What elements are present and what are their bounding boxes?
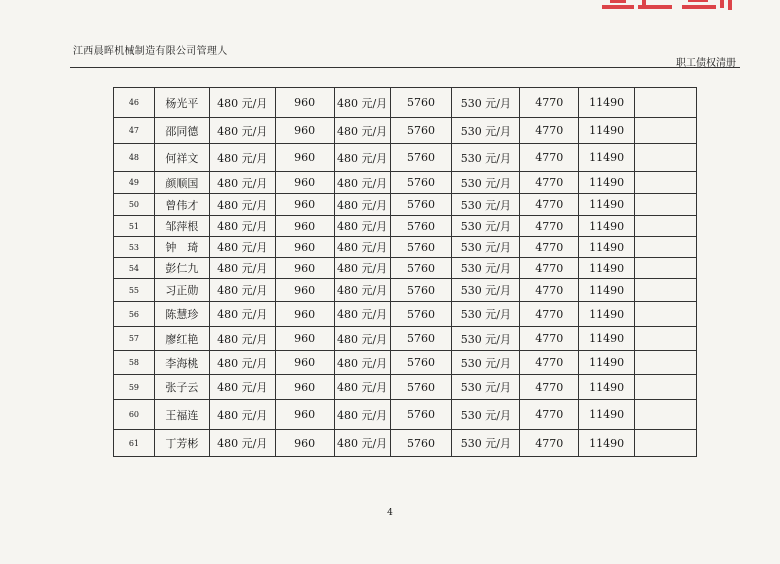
row-number-cell: 46	[114, 88, 155, 118]
amount-b-cell: 5760	[390, 216, 452, 237]
table-row	[114, 400, 697, 430]
total-amount-cell: 11490	[579, 375, 635, 400]
compensation-standard-cell: 530 元/月	[452, 216, 520, 237]
amount-c-cell: 4770	[520, 118, 579, 144]
amount-a-cell: 960	[275, 194, 334, 216]
employee-name-cell: 何祥文	[154, 144, 209, 172]
row-number-cell: 57	[114, 327, 155, 351]
wage-standard-cell: 480 元/月	[209, 144, 275, 172]
employee-name-cell: 邹萍根	[154, 216, 209, 237]
total-amount-cell: 11490	[579, 144, 635, 172]
wage-standard-cell: 480 元/月	[209, 118, 275, 144]
amount-c-cell: 4770	[520, 258, 579, 279]
employee-name-cell: 颜顺国	[154, 172, 209, 194]
allowance-standard-cell: 480 元/月	[334, 172, 390, 194]
remarks-cell	[635, 88, 697, 118]
amount-c-cell: 4770	[520, 172, 579, 194]
table-row	[114, 237, 697, 258]
remarks-cell	[635, 327, 697, 351]
wage-standard-cell: 480 元/月	[209, 430, 275, 457]
remarks-cell	[635, 302, 697, 327]
total-amount-cell: 11490	[579, 172, 635, 194]
allowance-standard-cell: 480 元/月	[334, 118, 390, 144]
remarks-cell	[635, 258, 697, 279]
amount-c-cell: 4770	[520, 375, 579, 400]
row-number-cell: 59	[114, 375, 155, 400]
amount-c-cell: 4770	[520, 88, 579, 118]
row-number-cell: 61	[114, 430, 155, 457]
compensation-standard-cell: 530 元/月	[452, 400, 520, 430]
employee-name-cell: 张子云	[154, 375, 209, 400]
amount-c-cell: 4770	[520, 430, 579, 457]
employee-name-cell: 廖红艳	[154, 327, 209, 351]
allowance-standard-cell: 480 元/月	[334, 237, 390, 258]
employee-name-cell: 丁芳彬	[154, 430, 209, 457]
table-row	[114, 351, 697, 375]
total-amount-cell: 11490	[579, 194, 635, 216]
amount-b-cell: 5760	[390, 194, 452, 216]
row-number-cell: 55	[114, 279, 155, 302]
amount-c-cell: 4770	[520, 216, 579, 237]
table-row	[114, 302, 697, 327]
amount-a-cell: 960	[275, 351, 334, 375]
page-number: 4	[387, 508, 393, 518]
wage-standard-cell: 480 元/月	[209, 237, 275, 258]
wage-standard-cell: 480 元/月	[209, 279, 275, 302]
allowance-standard-cell: 480 元/月	[334, 88, 390, 118]
amount-a-cell: 960	[275, 258, 334, 279]
amount-a-cell: 960	[275, 430, 334, 457]
wage-standard-cell: 480 元/月	[209, 88, 275, 118]
compensation-standard-cell: 530 元/月	[452, 351, 520, 375]
row-number-cell: 60	[114, 400, 155, 430]
amount-b-cell: 5760	[390, 88, 452, 118]
compensation-standard-cell: 530 元/月	[452, 430, 520, 457]
remarks-cell	[635, 144, 697, 172]
employee-name-cell: 曾伟才	[154, 194, 209, 216]
amount-b-cell: 5760	[390, 172, 452, 194]
wage-standard-cell: 480 元/月	[209, 400, 275, 430]
table-row	[114, 430, 697, 457]
remarks-cell	[635, 237, 697, 258]
allowance-standard-cell: 480 元/月	[334, 430, 390, 457]
remarks-cell	[635, 118, 697, 144]
amount-b-cell: 5760	[390, 351, 452, 375]
wage-standard-cell: 480 元/月	[209, 302, 275, 327]
total-amount-cell: 11490	[579, 88, 635, 118]
total-amount-cell: 11490	[579, 327, 635, 351]
amount-b-cell: 5760	[390, 400, 452, 430]
amount-c-cell: 4770	[520, 279, 579, 302]
amount-c-cell: 4770	[520, 327, 579, 351]
organization-name: 江西晨晖机械制造有限公司管理人	[73, 46, 228, 57]
row-number-cell: 54	[114, 258, 155, 279]
amount-b-cell: 5760	[390, 279, 452, 302]
table-row	[114, 216, 697, 237]
allowance-standard-cell: 480 元/月	[334, 279, 390, 302]
amount-b-cell: 5760	[390, 144, 452, 172]
amount-c-cell: 4770	[520, 144, 579, 172]
amount-a-cell: 960	[275, 375, 334, 400]
row-number-cell: 58	[114, 351, 155, 375]
table-row	[114, 327, 697, 351]
amount-b-cell: 5760	[390, 302, 452, 327]
remarks-cell	[635, 172, 697, 194]
amount-a-cell: 960	[275, 172, 334, 194]
red-seal-stamp	[598, 0, 748, 14]
total-amount-cell: 11490	[579, 400, 635, 430]
total-amount-cell: 11490	[579, 430, 635, 457]
compensation-standard-cell: 530 元/月	[452, 88, 520, 118]
allowance-standard-cell: 480 元/月	[334, 400, 390, 430]
table-row	[114, 118, 697, 144]
table-row	[114, 194, 697, 216]
total-amount-cell: 11490	[579, 118, 635, 144]
amount-a-cell: 960	[275, 88, 334, 118]
amount-a-cell: 960	[275, 237, 334, 258]
remarks-cell	[635, 216, 697, 237]
amount-b-cell: 5760	[390, 375, 452, 400]
remarks-cell	[635, 375, 697, 400]
employee-name-cell: 彭仁九	[154, 258, 209, 279]
wage-standard-cell: 480 元/月	[209, 351, 275, 375]
remarks-cell	[635, 279, 697, 302]
row-number-cell: 51	[114, 216, 155, 237]
total-amount-cell: 11490	[579, 237, 635, 258]
table-row	[114, 375, 697, 400]
wage-standard-cell: 480 元/月	[209, 216, 275, 237]
amount-c-cell: 4770	[520, 194, 579, 216]
compensation-standard-cell: 530 元/月	[452, 375, 520, 400]
employee-name-cell: 习正勋	[154, 279, 209, 302]
employee-name-cell: 杨光平	[154, 88, 209, 118]
table-row	[114, 88, 697, 118]
amount-b-cell: 5760	[390, 430, 452, 457]
table-row	[114, 144, 697, 172]
employee-name-cell: 邵同德	[154, 118, 209, 144]
table-row	[114, 258, 697, 279]
total-amount-cell: 11490	[579, 302, 635, 327]
allowance-standard-cell: 480 元/月	[334, 194, 390, 216]
header-divider	[70, 67, 740, 68]
amount-b-cell: 5760	[390, 258, 452, 279]
wage-standard-cell: 480 元/月	[209, 375, 275, 400]
table-body	[114, 88, 697, 457]
employee-claims-table	[113, 87, 697, 457]
remarks-cell	[635, 430, 697, 457]
amount-c-cell: 4770	[520, 237, 579, 258]
wage-standard-cell: 480 元/月	[209, 327, 275, 351]
employee-name-cell: 陈慧珍	[154, 302, 209, 327]
allowance-standard-cell: 480 元/月	[334, 216, 390, 237]
amount-a-cell: 960	[275, 279, 334, 302]
compensation-standard-cell: 530 元/月	[452, 172, 520, 194]
compensation-standard-cell: 530 元/月	[452, 327, 520, 351]
compensation-standard-cell: 530 元/月	[452, 302, 520, 327]
allowance-standard-cell: 480 元/月	[334, 327, 390, 351]
allowance-standard-cell: 480 元/月	[334, 351, 390, 375]
amount-a-cell: 960	[275, 216, 334, 237]
amount-a-cell: 960	[275, 118, 334, 144]
compensation-standard-cell: 530 元/月	[452, 258, 520, 279]
amount-c-cell: 4770	[520, 400, 579, 430]
wage-standard-cell: 480 元/月	[209, 172, 275, 194]
employee-name-cell: 王福连	[154, 400, 209, 430]
amount-a-cell: 960	[275, 400, 334, 430]
wage-standard-cell: 480 元/月	[209, 258, 275, 279]
employee-name-cell: 钟 琦	[154, 237, 209, 258]
remarks-cell	[635, 351, 697, 375]
compensation-standard-cell: 530 元/月	[452, 194, 520, 216]
amount-a-cell: 960	[275, 302, 334, 327]
remarks-cell	[635, 400, 697, 430]
row-number-cell: 50	[114, 194, 155, 216]
amount-a-cell: 960	[275, 144, 334, 172]
allowance-standard-cell: 480 元/月	[334, 375, 390, 400]
amount-c-cell: 4770	[520, 351, 579, 375]
allowance-standard-cell: 480 元/月	[334, 302, 390, 327]
remarks-cell	[635, 194, 697, 216]
allowance-standard-cell: 480 元/月	[334, 258, 390, 279]
row-number-cell: 49	[114, 172, 155, 194]
compensation-standard-cell: 530 元/月	[452, 279, 520, 302]
document-title: 职工债权清册	[676, 58, 736, 69]
row-number-cell: 48	[114, 144, 155, 172]
total-amount-cell: 11490	[579, 258, 635, 279]
total-amount-cell: 11490	[579, 279, 635, 302]
total-amount-cell: 11490	[579, 216, 635, 237]
amount-b-cell: 5760	[390, 327, 452, 351]
total-amount-cell: 11490	[579, 351, 635, 375]
compensation-standard-cell: 530 元/月	[452, 144, 520, 172]
seal-icon	[598, 0, 748, 14]
compensation-standard-cell: 530 元/月	[452, 237, 520, 258]
row-number-cell: 56	[114, 302, 155, 327]
allowance-standard-cell: 480 元/月	[334, 144, 390, 172]
row-number-cell: 47	[114, 118, 155, 144]
employee-name-cell: 李海桃	[154, 351, 209, 375]
wage-standard-cell: 480 元/月	[209, 194, 275, 216]
compensation-standard-cell: 530 元/月	[452, 118, 520, 144]
table-row	[114, 279, 697, 302]
amount-c-cell: 4770	[520, 302, 579, 327]
table-row	[114, 172, 697, 194]
row-number-cell: 53	[114, 237, 155, 258]
amount-b-cell: 5760	[390, 237, 452, 258]
amount-a-cell: 960	[275, 327, 334, 351]
amount-b-cell: 5760	[390, 118, 452, 144]
